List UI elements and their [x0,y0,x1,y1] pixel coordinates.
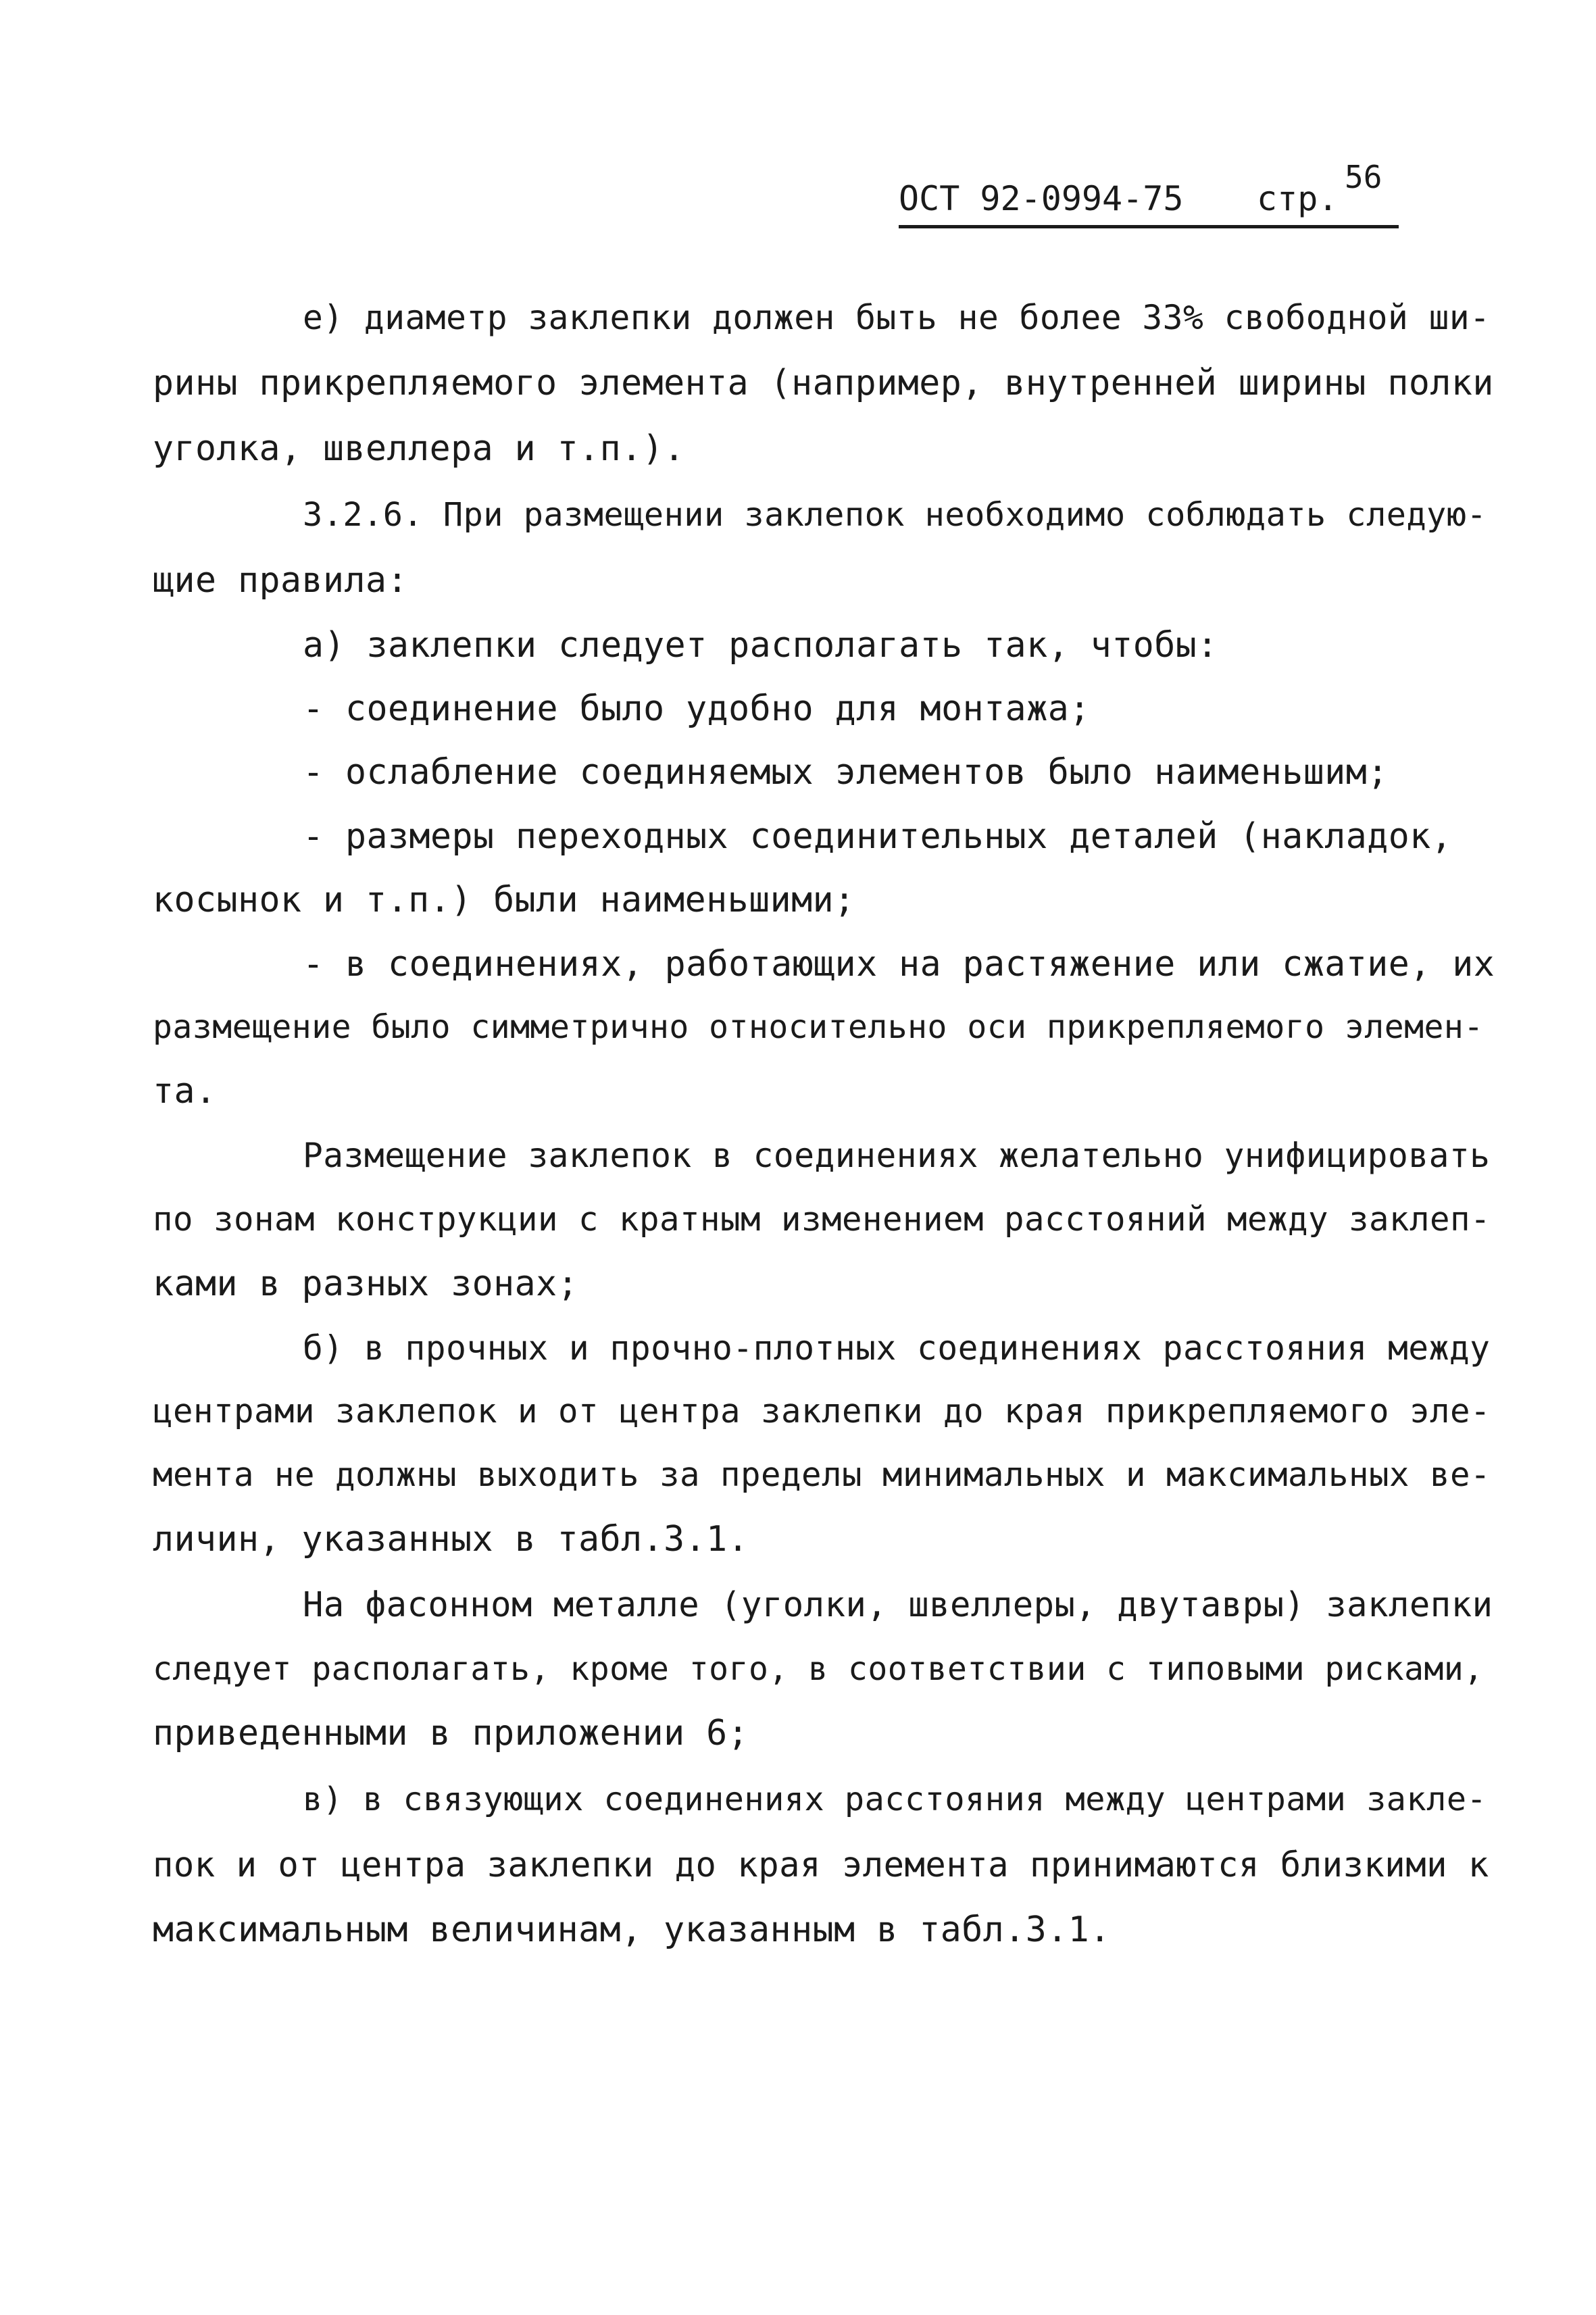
document-code: ОСТ 92-0994-75 [899,179,1184,218]
page-header [899,159,1399,226]
page-label: стр. [1257,179,1339,218]
text-line: а) заклепки следует располагать так, чтобы: [303,625,1218,666]
text-line: максимальным величинам, указанным в табл.3.1. [153,1910,1111,1950]
text-line: уголка, швеллера и т.п.). [153,428,685,469]
text-line: - ослабление соединяемых элементов было наименьшим; [303,752,1389,793]
text-line: косынок и т.п.) были наименьшими; [153,880,855,920]
text-line: по зонам конструкции с кратным изменением расстояний между заклеп- [153,1200,1491,1239]
text-line: 3.2.6. При размещении заклепок необходимо соблюдать следую- [303,496,1487,534]
text-line: в) в связующих соединениях расстояния между центрами закле- [303,1781,1487,1818]
text-line: - в соединениях, работающих на растяжение или сжатие, их [303,944,1495,985]
text-line: Размещение заклепок в соединениях желательно унифицировать [303,1136,1491,1175]
text-line: размещение было симметрично относительно оси прикрепляемого элемен- [153,1008,1484,1046]
text-line: - размеры переходных соединительных деталей (накладок, [303,816,1453,857]
text-line: ками в разных зонах; [153,1264,579,1304]
text-line: рины прикрепляемого элемента (например, внутренней ширины полки [153,363,1494,403]
text-line: щие правила: [153,560,409,601]
text-line: На фасонном металле (уголки, швеллеры, двутавры) заклепки [303,1585,1493,1624]
header-underline [899,225,1399,228]
text-line: б) в прочных и прочно-плотных соединениях расстояния между [303,1328,1491,1368]
text-line: - соединение было удобно для монтажа; [303,689,1091,729]
text-line: е) диаметр заклепки должен быть не более 33% свободной ши- [303,298,1491,337]
text-line: личин, указанных в табл.3.1. [153,1519,749,1560]
text-line: центрами заклепок и от центра заклепки до края прикрепляемого эле- [153,1392,1491,1430]
page-number: 56 [1345,159,1382,195]
text-line: пок и от центра заклепки до края элемента принимаются близкими к [153,1845,1489,1885]
text-line: та. [153,1071,217,1112]
text-line: следует располагать, кроме того, в соответствии с типовыми рисками, [153,1650,1484,1688]
text-line: мента не должны выходить за пределы минимальных и максимальных ве- [153,1455,1491,1494]
text-line: приведенными в приложении 6; [153,1713,749,1753]
